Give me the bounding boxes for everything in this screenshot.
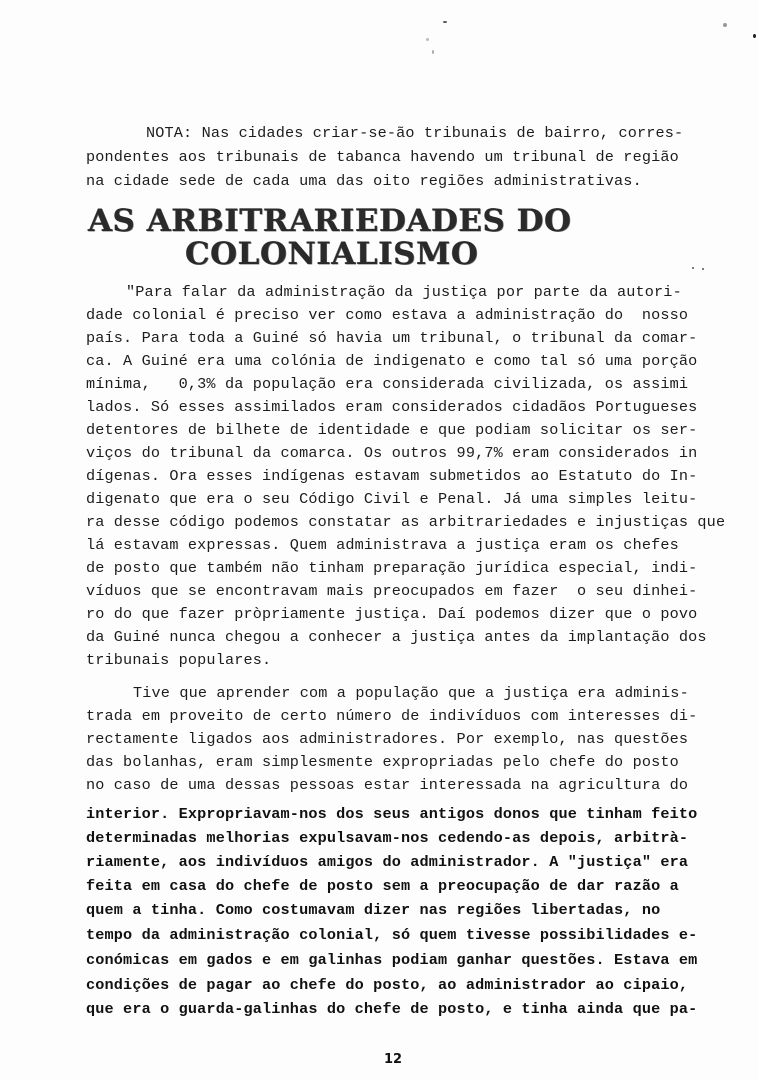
paragraph-1-line: "Para falar da administração da justiça por parte da autori- xyxy=(126,283,682,301)
paragraph-2-line: no caso de uma dessas pessoas estar interessada na agricultura do xyxy=(86,776,689,794)
paragraph-2-line: que era o guarda-galinhas do chefe de posto, e tinha ainda que pa- xyxy=(86,1000,698,1018)
paragraph-1-line: detentores de bilhete de identidade e que podiam solicitar os ser- xyxy=(86,421,698,439)
paragraph-1-line: víduos que se encontravam mais preocupados em fazer o seu dinhei- xyxy=(86,582,698,600)
paragraph-1-line: lados. Só esses assimilados eram considerados cidadãos Portugueses xyxy=(86,398,698,416)
paragraph-1-line: digenato que era o seu Código Civil e Penal. Já uma simples leitu- xyxy=(86,490,698,508)
paragraph-2-line: determinadas melhorias expulsavam-nos cedendo-as depois, arbitrà- xyxy=(86,829,689,847)
paragraph-1-line: ca. A Guiné era uma colónia de indigenato e como tal só uma porção xyxy=(86,352,698,370)
paragraph-2-line: tempo da administração colonial, só quem tivesse possibilidades e- xyxy=(86,926,698,944)
paragraph-2-line: riamente, aos indivíduos amigos do administrador. A "justiça" era xyxy=(86,853,689,871)
scan-speck xyxy=(702,268,704,270)
paragraph-1-line: de posto que também não tinham preparação jurídica especial, indi- xyxy=(86,559,698,577)
paragraph-1-line: país. Para toda a Guiné só havia um tribunal, o tribunal da comar- xyxy=(86,329,698,347)
scan-speck xyxy=(443,21,447,23)
paragraph-1-line: ra desse código podemos constatar as arbitrariedades e injustiças que xyxy=(86,513,726,531)
paragraph-2-line: rectamente ligados aos administradores. Por exemplo, nas questões xyxy=(86,730,689,748)
scan-speck xyxy=(753,34,756,38)
paragraph-1-line: dígenas. Ora esses indígenas estavam submetidos ao Estatuto do In- xyxy=(86,467,698,485)
paragraph-1-line: mínima, 0,3% da população era considerada civilizada, os assimi xyxy=(86,375,689,393)
paragraph-2-line: das bolanhas, eram simplesmente expropriadas pelo chefe do posto xyxy=(86,753,679,771)
scan-speck xyxy=(426,38,429,41)
paragraph-2-line: condições de pagar ao chefe do posto, ao administrador ao cipaio, xyxy=(86,976,689,994)
paragraph-1-line: lá estavam expressas. Quem administrava a justiça eram os chefes xyxy=(86,536,679,554)
note-line: pondentes aos tribunais de tabanca havendo um tribunal de região xyxy=(86,148,679,166)
paragraph-2-line: conómicas em gados e em galinhas podiam ganhar questões. Estava em xyxy=(86,951,698,969)
paragraph-2-line: quem a tinha. Como costumavam dizer nas regiões libertadas, no xyxy=(86,901,661,919)
paragraph-2-line: Tive que aprender com a população que a justiça era adminis- xyxy=(133,684,689,702)
paragraph-2-line: interior. Expropriavam-nos dos seus antigos donos que tinham feito xyxy=(86,805,698,823)
paragraph-1-line: dade colonial é preciso ver como estava a administração do nosso xyxy=(86,306,689,324)
scan-speck xyxy=(432,50,434,54)
paragraph-1-line: ro do que fazer pròpriamente justiça. Daí podemos dizer que o povo xyxy=(86,605,698,623)
page-number: 12 xyxy=(384,1052,403,1067)
paragraph-2-line: feita em casa do chefe de posto sem a preocupação de dar razão a xyxy=(86,877,679,895)
scan-speck xyxy=(723,23,727,27)
note-line: na cidade sede de cada uma das oito regiões administrativas. xyxy=(86,172,642,190)
paragraph-1-line: da Guiné nunca chegou a conhecer a justiça antes da implantação dos xyxy=(86,628,707,646)
paragraph-1-line: viços do tribunal da comarca. Os outros 99,7% eram considerados in xyxy=(86,444,698,462)
section-heading-line-1: AS ARBITRARIEDADES DO xyxy=(88,203,572,239)
note-line: NOTA: Nas cidades criar-se-ão tribunais de bairro, corres- xyxy=(146,124,684,142)
paragraph-1-line: tribunais populares. xyxy=(86,651,272,669)
paragraph-2-line: trada em proveito de certo número de indivíduos com interesses di- xyxy=(86,707,698,725)
scan-speck xyxy=(692,267,694,269)
section-heading-line-2: COLONIALISMO xyxy=(185,236,479,272)
